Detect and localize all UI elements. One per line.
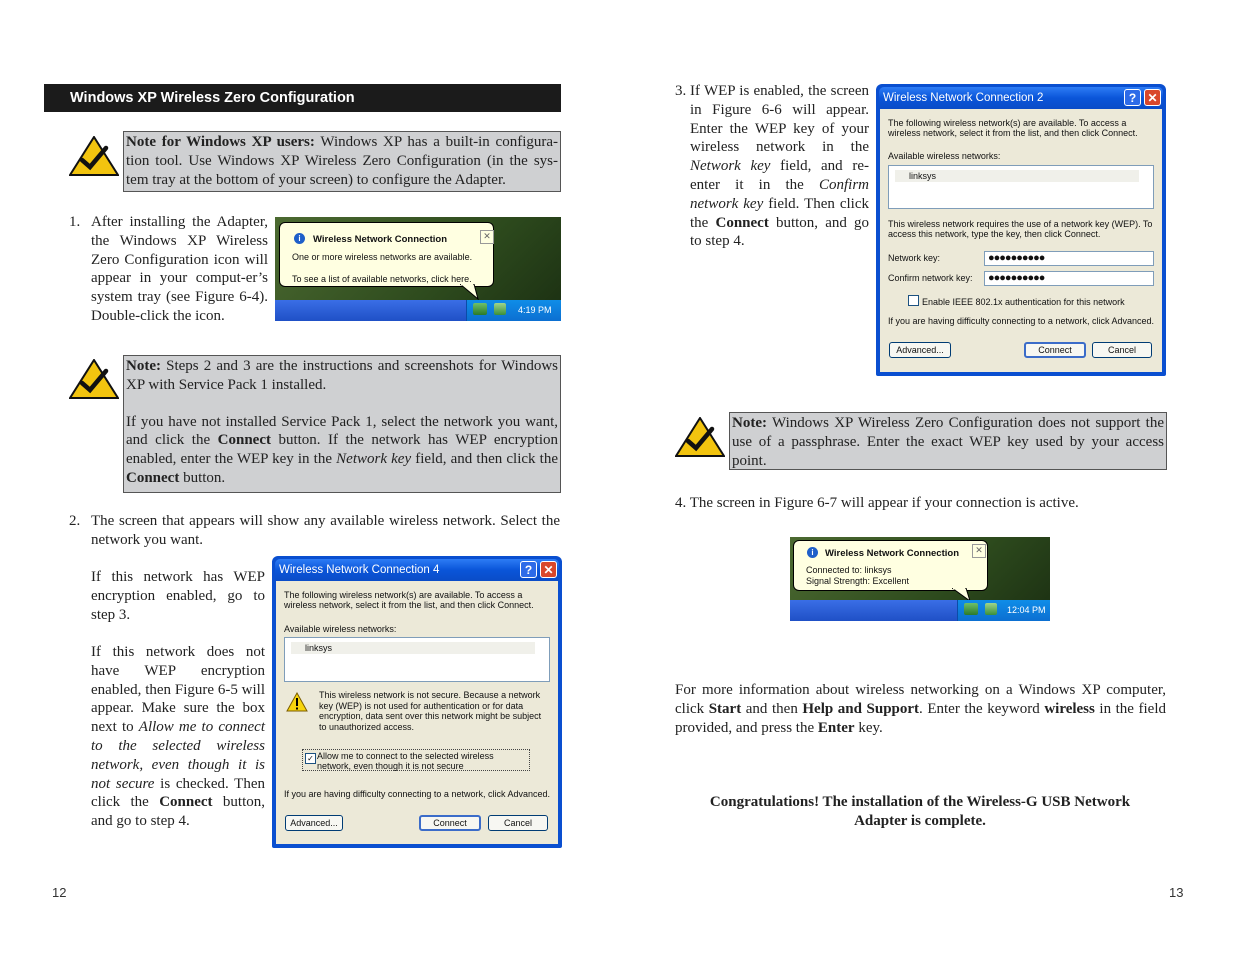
advanced-button[interactable]: Advanced... xyxy=(285,815,343,831)
more-info-text: For more information about wireless networking on a Windows XP computer, click Start and then Help and Support. Enter the keyword wireless in the field provided, and press the Enter key. xyxy=(675,682,1167,736)
page-number-right: 13 xyxy=(1169,885,1184,900)
wireless-tray-icon[interactable] xyxy=(473,303,487,315)
network-list-item[interactable]: linksys xyxy=(291,642,535,654)
step2-number: 2. xyxy=(69,513,81,529)
note-service-pack: Note: Steps 2 and 3 are the instructions and screenshots for Windows XP with Service Pack 1 installed. If you have not installed Service Pack 1, select the network you want, and click the Connect button. If the network has WEP encryption enabled, enter the WEP key in the Network key field, and then click the Connect button. xyxy=(123,355,561,493)
networks-listbox[interactable] xyxy=(284,637,550,682)
balloon-line1: One or more wireless networks are available. xyxy=(292,252,473,262)
allow-connect-checkbox[interactable]: ✓ Allow me to connect to the selected wireless network, even though it is not secure xyxy=(302,749,530,771)
wep-required-text: This wireless network requires the use of a network key (WEP). To access this network, type the key, then click Connect. xyxy=(888,219,1153,239)
connect-button[interactable]: Connect xyxy=(1024,342,1086,358)
system-tray xyxy=(466,300,561,321)
ieee-8021x-checkbox[interactable]: Enable IEEE 802.1x authentication for this network xyxy=(908,295,1125,307)
confirm-network-key-input[interactable]: ●●●●●●●●●● xyxy=(984,271,1154,286)
step4-text: 4. The screen in Figure 6-7 will appear if your connection is active. xyxy=(675,495,1079,511)
available-networks-label: Available wireless networks: xyxy=(888,151,1001,161)
checkmark-note-icon xyxy=(69,136,119,176)
difficulty-text: If you are having difficulty connecting to a network, click Advanced. xyxy=(284,789,550,799)
info-icon: i xyxy=(294,233,305,244)
system-tray xyxy=(957,600,1050,621)
cancel-button[interactable]: Cancel xyxy=(488,815,548,831)
help-icon[interactable]: ? xyxy=(520,561,537,578)
figure-6-7-screenshot xyxy=(790,537,1050,621)
tray-clock: 4:19 PM xyxy=(518,305,552,315)
close-icon[interactable]: ✕ xyxy=(1144,89,1161,106)
wireless-tray-icon[interactable] xyxy=(964,603,978,615)
notification-balloon[interactable] xyxy=(279,222,494,287)
balloon-line2[interactable]: To see a list of available networks, click here. xyxy=(292,274,472,284)
help-icon[interactable]: ? xyxy=(1124,89,1141,106)
cancel-button[interactable]: Cancel xyxy=(1092,342,1152,358)
checkbox-checked-icon: ✓ xyxy=(305,752,319,764)
connect-button[interactable]: Connect xyxy=(419,815,481,831)
network-key-label: Network key: xyxy=(888,253,941,263)
step2-text: The screen that appears will show any available wireless network. Select the network you want. xyxy=(91,513,560,548)
network-tray-icon[interactable] xyxy=(494,303,506,315)
note-passphrase: Note: Windows XP Wireless Zero Configuration does not support the use of a passphrase. Enter the exact WEP key used by your access point. xyxy=(729,412,1167,470)
info-icon: i xyxy=(807,547,818,558)
balloon-line2: Signal Strength: Excellent xyxy=(806,576,910,586)
dialog-title: Wireless Network Connection 2 xyxy=(883,92,1044,104)
step3-text: If WEP is enabled, the screen in Figure 6-6 will appear. Enter the WEP key of your wireless network in the Network key field, and re-enter it in the Confirm network key field. Then click the Connect button, and go to step 4. xyxy=(690,83,870,250)
dialog-intro: The following wireless network(s) are available. To access a wireless network, select it from the list, and then click Connect. xyxy=(888,118,1138,138)
close-icon[interactable]: ✕ xyxy=(480,230,494,244)
page-number-left: 12 xyxy=(52,885,67,900)
close-icon[interactable]: ✕ xyxy=(972,544,986,558)
checkmark-note-icon xyxy=(69,359,119,399)
networks-listbox[interactable] xyxy=(888,165,1154,209)
step1-text: After installing the Adapter, the Windows XP Wireless Zero Configuration icon will appear in your comput-er’s system tray (see Figure 6-4). Double-click the icon. xyxy=(91,214,268,324)
available-networks-label: Available wireless networks: xyxy=(284,624,397,634)
balloon-line1: Connected to: linksys xyxy=(806,565,892,575)
balloon-pointer xyxy=(460,284,480,300)
confirm-key-label: Confirm network key: xyxy=(888,273,973,283)
dialog-intro: The following wireless network(s) are available. To access a wireless network, select it from the list, and then click Connect. xyxy=(284,590,534,610)
step2-nowep-text: If this network does not have WEP encryption enabled, then Figure 6-5 will appear. Make sure the box next to Allow me to connect to the selected wireless network, even though it is not secure is checked. Then click the Connect button, and go to step 4. xyxy=(91,644,266,830)
warning-icon xyxy=(286,692,308,712)
not-secure-warning: This wireless network is not secure. Because a network key (WEP) is not used for authentication or for data encryption, data sent over this network might be subject to unauthorized access. xyxy=(319,690,542,732)
network-key-input[interactable]: ●●●●●●●●●● xyxy=(984,251,1154,266)
dialog-titlebar xyxy=(275,559,559,581)
advanced-button[interactable]: Advanced... xyxy=(889,342,951,358)
congratulations-text: Congratulations! The installation of the Wireless-G USB Network Adapter is complete. xyxy=(709,794,1131,829)
tray-clock: 12:04 PM xyxy=(1007,605,1046,615)
step3-number: 3. xyxy=(675,83,687,99)
checkbox-unchecked-icon xyxy=(908,295,919,306)
step1-number: 1. xyxy=(69,214,81,230)
balloon-title: Wireless Network Connection xyxy=(313,234,447,245)
figure-6-5-dialog xyxy=(272,556,562,848)
dialog-titlebar xyxy=(879,87,1163,109)
note-xp-users: Note for Windows XP users: Windows XP has a built-in configura-tion tool. Use Windows XP Wireless Zero Configuration (in the sys-tem tray at the bottom of your screen) to configure the Adapter. xyxy=(123,131,561,192)
section-title: Windows XP Wireless Zero Configuration xyxy=(44,84,561,112)
notification-balloon[interactable] xyxy=(793,540,988,591)
checkmark-note-icon xyxy=(675,417,725,457)
figure-6-6-dialog xyxy=(876,84,1166,376)
figure-6-4-screenshot xyxy=(275,217,561,321)
difficulty-text: If you are having difficulty connecting to a network, click Advanced. xyxy=(888,316,1154,326)
step2-wep-text: If this network has WEP encryption enabled, go to step 3. xyxy=(91,569,265,623)
network-list-item[interactable]: linksys xyxy=(895,170,1139,182)
close-icon[interactable]: ✕ xyxy=(540,561,557,578)
balloon-title: Wireless Network Connection xyxy=(825,548,959,559)
network-tray-icon[interactable] xyxy=(985,603,997,615)
dialog-title: Wireless Network Connection 4 xyxy=(279,564,440,576)
